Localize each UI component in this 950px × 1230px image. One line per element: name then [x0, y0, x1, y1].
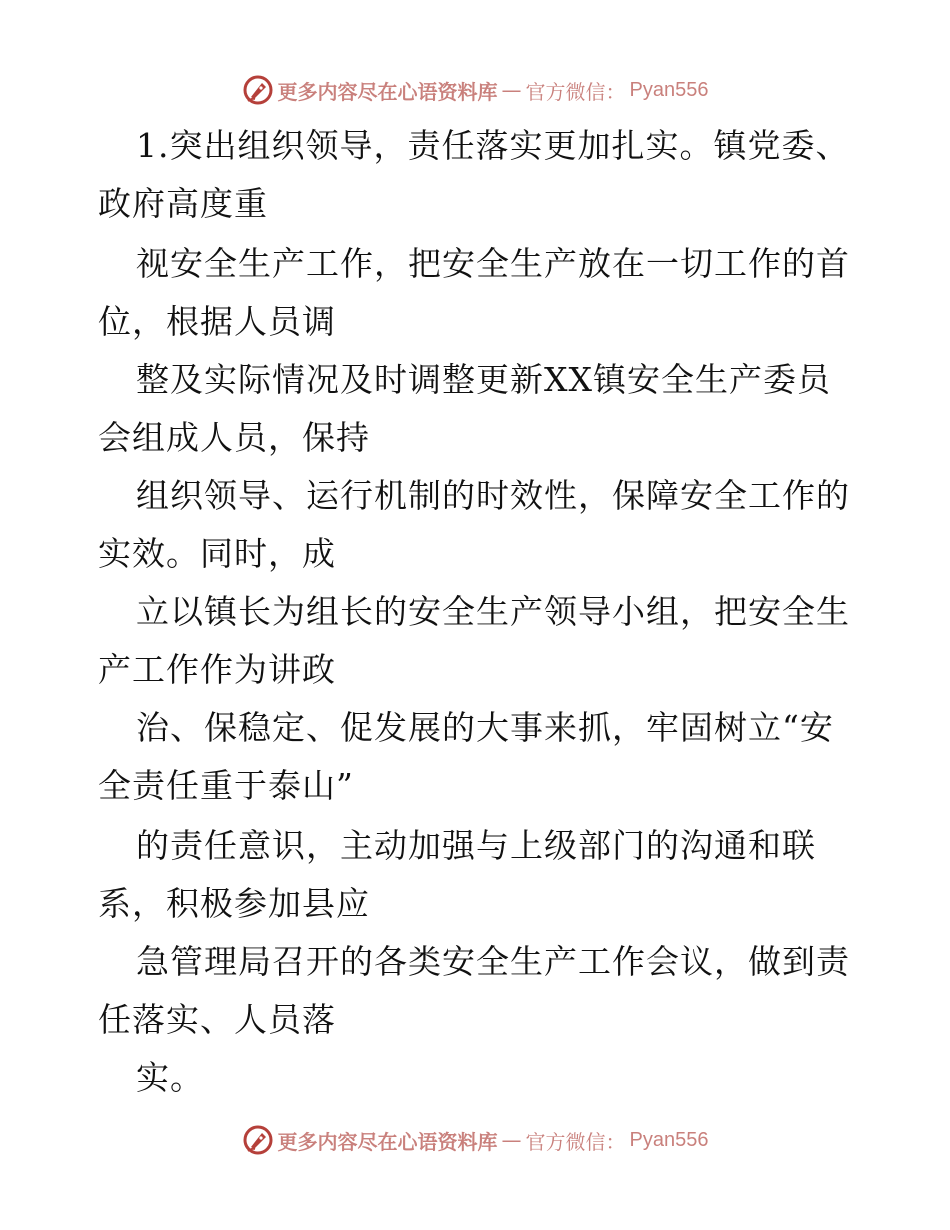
footer-watermark-inner — [242, 1124, 709, 1156]
text-line-13: 的责任意识，主动加强与上级部门的沟通和联 — [136, 826, 816, 865]
text-line-12: 全责任重于泰山” — [98, 766, 354, 805]
text-line-14: 系，积极参加县应 — [98, 884, 370, 923]
text-line-9: 立以镇长为组长的安全生产领导小组，把安全生 — [136, 592, 850, 631]
text-line-7: 组织领导、运行机制的时效性，保障安全工作的 — [136, 476, 850, 515]
text-line-5: 整及实际情况及时调整更新XX镇安全生产委员 — [136, 360, 831, 399]
text-line-16: 任落实、人员落 — [98, 1000, 336, 1039]
text-line-15: 急管理局召开的各类安全生产工作会议，做到责 — [136, 942, 850, 981]
text-line-10: 产工作作为讲政 — [98, 650, 336, 689]
text-line-6: 会组成人员，保持 — [98, 418, 370, 457]
watermark-wechat-label: 官方微信： — [525, 79, 626, 104]
watermark-dash: — — [501, 1128, 522, 1152]
text-line-3: 视安全生产工作，把安全生产放在一切工作的首 — [136, 244, 850, 283]
text-line-4: 位，根据人员调 — [98, 302, 336, 341]
footer-watermark — [0, 1120, 950, 1160]
watermark-wechat-label: 官方微信： — [525, 1129, 626, 1154]
text-line-1: 1.突出组织领导，责任落实更加扎实。镇党委、 — [136, 126, 850, 165]
text-line-17: 实。 — [136, 1058, 204, 1097]
text-line-11: 治、保稳定、促发展的大事来抓，牢固树立“安 — [136, 708, 834, 747]
watermark-wechat-id: Pyan556 — [629, 78, 709, 101]
watermark-dash: — — [501, 78, 522, 102]
text-line-8: 实效。同时，成 — [98, 534, 336, 573]
text-line-2: 政府高度重 — [98, 184, 268, 223]
watermark-brand-text: 更多内容尽在心语资料库 — [277, 79, 498, 104]
watermark-wechat-id: Pyan556 — [629, 1128, 709, 1151]
watermark-brand-text: 更多内容尽在心语资料库 — [277, 1129, 498, 1154]
pen-nib-logo-icon — [242, 1124, 274, 1156]
header-watermark — [0, 70, 950, 110]
pen-nib-logo-icon — [242, 74, 274, 106]
header-watermark-inner — [242, 74, 709, 106]
